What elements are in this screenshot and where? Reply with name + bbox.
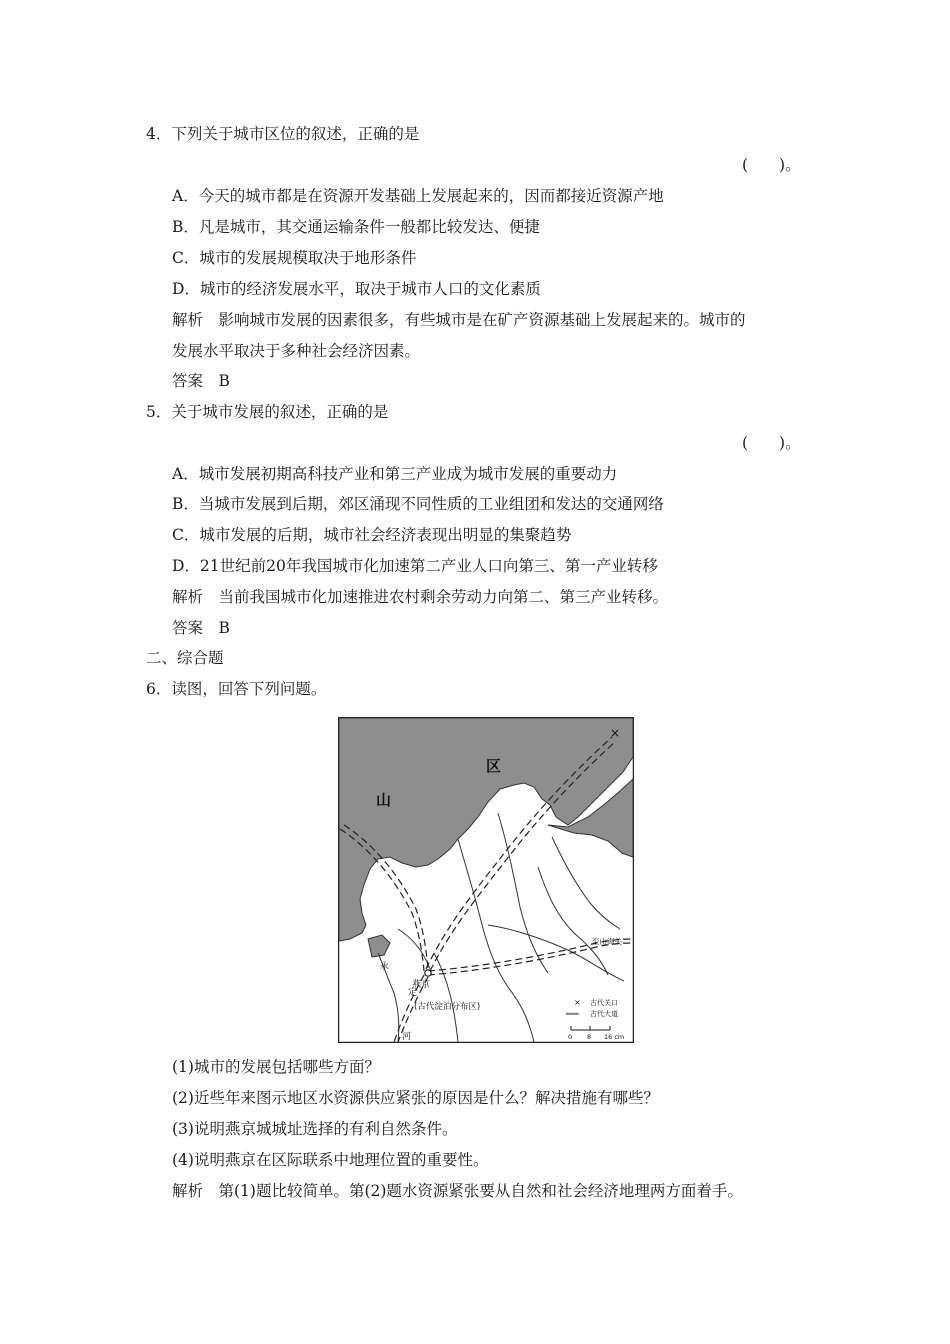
- q5-option-b: B．当城市发展到后期，郊区涌现不同性质的工业组团和发达的交通网络: [172, 495, 664, 513]
- q4-analysis-line2: 发展水平取决于多种社会经济因素。: [172, 342, 421, 360]
- label-river-yong: 永: [380, 962, 390, 972]
- q4-stem: 4．下列关于城市区位的叙述，正确的是: [146, 125, 420, 143]
- label-qu: 区: [486, 757, 502, 775]
- q4-answer-bracket: ( )。: [742, 156, 801, 174]
- label-yanjing: 燕京: [412, 980, 431, 990]
- q6-analysis: 解析 第(1)题比较简单。第(2)题水资源紧张要从自然和社会经济地理两方面着手。: [172, 1182, 743, 1200]
- q5-answer-bracket: ( )。: [742, 434, 801, 452]
- q5-option-d: D．21世纪前20年我国城市化加速第二产业人口向第三、第一产业转移: [172, 557, 658, 575]
- scale-16: 16 cm: [604, 1033, 625, 1041]
- q4-option-d: D．城市的经济发展水平，取决于城市人口的文化素质: [172, 280, 541, 298]
- q5-analysis: 解析 当前我国城市化加速推进农村剩余劳动力向第二、第三产业转移。: [172, 588, 669, 606]
- q4-analysis-line1: 解析 影响城市发展的因素很多，有些城市是在矿产资源基础上发展起来的。城市的: [172, 311, 746, 329]
- legend-pass-label: 古代关口: [590, 999, 618, 1007]
- legend-pass-symbol: ×: [574, 998, 581, 1007]
- scale-8: 8: [587, 1033, 592, 1041]
- yanjing-map: [338, 717, 634, 1043]
- q4-option-c: C．城市的发展规模取决于地形条件: [172, 249, 417, 267]
- label-dianbo: (古代淀泊分布区): [414, 1002, 481, 1012]
- q6-sub-3: (3)说明燕京城城址选择的有利自然条件。: [172, 1120, 458, 1138]
- label-shanhaiguan: 至山海关: [592, 937, 622, 946]
- q6-sub-2: (2)近些年来图示地区水资源供应紧张的原因是什么？解决措施有哪些？: [172, 1089, 659, 1107]
- section-title: 二、综合题: [146, 649, 224, 667]
- legend-road-label: 古代大道: [590, 1010, 618, 1018]
- yanjing-city-marker: [425, 970, 431, 976]
- q5-option-a: A．城市发展初期高科技产业和第三产业成为城市发展的重要动力: [172, 465, 618, 483]
- q4-option-b: B．凡是城市，其交通运输条件一般都比较发达、便捷: [172, 218, 540, 236]
- label-river-ding: 定: [408, 988, 418, 998]
- pass-marker: ×: [610, 726, 621, 740]
- q6-sub-4: (4)说明燕京在区际联系中地理位置的重要性。: [172, 1151, 489, 1169]
- scale-0: 0: [568, 1033, 573, 1041]
- q5-option-c: C．城市发展的后期，城市社会经济表现出明显的集聚趋势: [172, 526, 572, 544]
- q4-option-a: A．今天的城市都是在资源开发基础上发展起来的，因而都接近资源产地: [172, 187, 664, 205]
- q5-answer: 答案 B: [172, 619, 230, 637]
- q4-answer: 答案 B: [172, 372, 230, 390]
- label-river-he: 河: [402, 1032, 412, 1042]
- q6-stem: 6．读图，回答下列问题。: [146, 680, 327, 698]
- q5-stem: 5．关于城市发展的叙述，正确的是: [146, 403, 389, 421]
- label-shan: 山: [376, 791, 392, 809]
- q6-sub-1: (1)城市的发展包括哪些方面？: [172, 1058, 380, 1076]
- legend-road-symbol: ═══: [566, 1010, 579, 1018]
